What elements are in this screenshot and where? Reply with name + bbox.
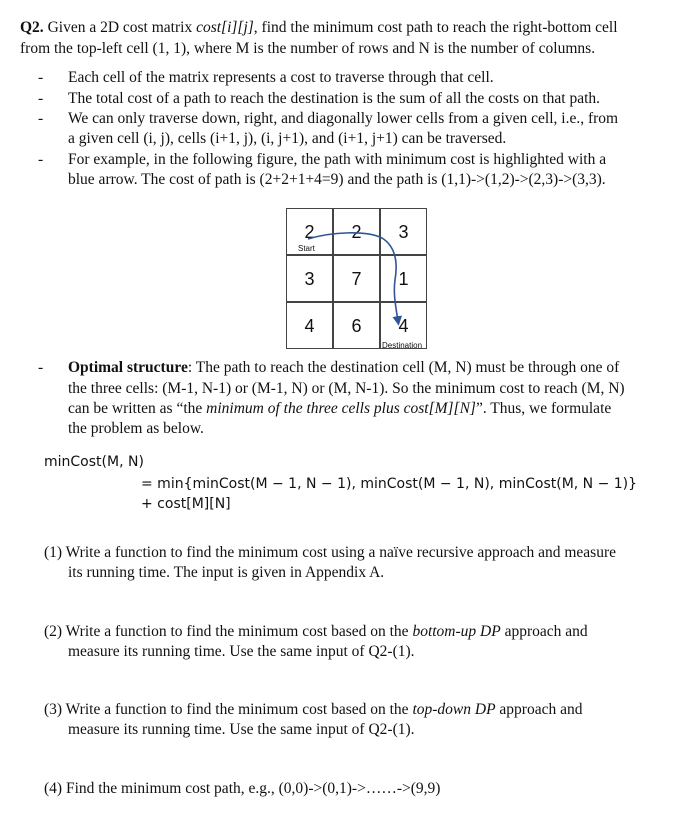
question-line-2: from the top-left cell (1, 1), where M is the number of rows and N is the number of columns. — [20, 40, 596, 57]
bullet-4-line-2: blue arrow. The cost of path is (2+2+1+4=9) and the path is (1,1)->(1,2)->(2,3)->(3,3). — [68, 171, 606, 188]
cost-variable: cost[i][j] — [196, 19, 254, 36]
question-label: Q2. — [20, 19, 44, 36]
task-3-line-1: (3) Write a function to find the minimum cost based on the top-down DP approach and — [44, 701, 583, 718]
grid-cell: 4 — [286, 302, 333, 349]
formula-rhs-line-1: = min{minCost(M − 1, N − 1), minCost(M − 1, N), minCost(M, N − 1)} — [141, 476, 638, 492]
grid-cell: 3 — [286, 255, 333, 302]
formula-lhs: minCost(M, N) — [44, 454, 144, 470]
task-2-line-1: (2) Write a function to find the minimum cost based on the bottom-up DP approach and — [44, 623, 588, 640]
grid-cell: 6 — [333, 302, 380, 349]
formula-rhs-line-2: + cost[M][N] — [141, 496, 231, 512]
optimal-line-4: the problem as below. — [68, 420, 204, 437]
grid-cell: 7 — [333, 255, 380, 302]
task-3-line-2: measure its running time. Use the same input of Q2-(1). — [68, 721, 415, 738]
grid-cell: 1 — [380, 255, 427, 302]
cost-grid-figure — [286, 208, 427, 350]
bullet-marker: - — [38, 359, 44, 376]
bullet-1: Each cell of the matrix represents a cost to traverse through that cell. — [68, 69, 494, 86]
bullet-marker: - — [38, 151, 44, 168]
bullet-4-line-1: For example, in the following figure, the path with minimum cost is highlighted with a — [68, 151, 607, 168]
grid-cell: 2 — [286, 208, 333, 255]
destination-label: Destination — [382, 341, 423, 350]
optimal-line-1: Optimal structure: The path to reach the destination cell (M, N) must be through one of — [68, 359, 620, 376]
bullet-3-line-1: We can only traverse down, right, and diagonally lower cells from a given cell, i.e., from — [68, 110, 619, 127]
optimal-line-2: the three cells: (M-1, N-1) or (M-1, N) or (M, N-1). So the minimum cost to reach (M, N) — [68, 380, 625, 397]
task-1-line-1: (1) Write a function to find the minimum cost using a naïve recursive approach and measure — [44, 544, 616, 561]
bullet-2: The total cost of a path to reach the destination is the sum of all the costs on that path. — [68, 90, 601, 107]
task-2-line-2: measure its running time. Use the same input of Q2-(1). — [68, 643, 415, 660]
path-arrow-icon — [286, 208, 427, 350]
task-1-line-2: its running time. The input is given in Appendix A. — [68, 564, 385, 581]
bullet-marker: - — [38, 110, 44, 127]
bullet-marker: - — [38, 69, 44, 86]
optimal-structure-heading: Optimal structure — [68, 359, 188, 376]
grid-cell: 2 — [333, 208, 380, 255]
start-label: Start — [298, 244, 315, 253]
grid-cell: 4 — [380, 302, 427, 349]
question-line-1: Q2. Given a 2D cost matrix cost[i][j], find the minimum cost path to reach the right-bottom cell — [20, 19, 618, 36]
optimal-line-3: can be written as “the minimum of the three cells plus cost[M][N]”. Thus, we formulate — [68, 400, 612, 417]
bullet-3-line-2: a given cell (i, j), cells (i+1, j), (i, j+1), and (i+1, j+1) can be traversed. — [68, 130, 507, 147]
bullet-marker: - — [38, 90, 44, 107]
task-4: (4) Find the minimum cost path, e.g., (0,0)->(0,1)->……->(9,9) — [44, 780, 441, 797]
grid-cell: 3 — [380, 208, 427, 255]
